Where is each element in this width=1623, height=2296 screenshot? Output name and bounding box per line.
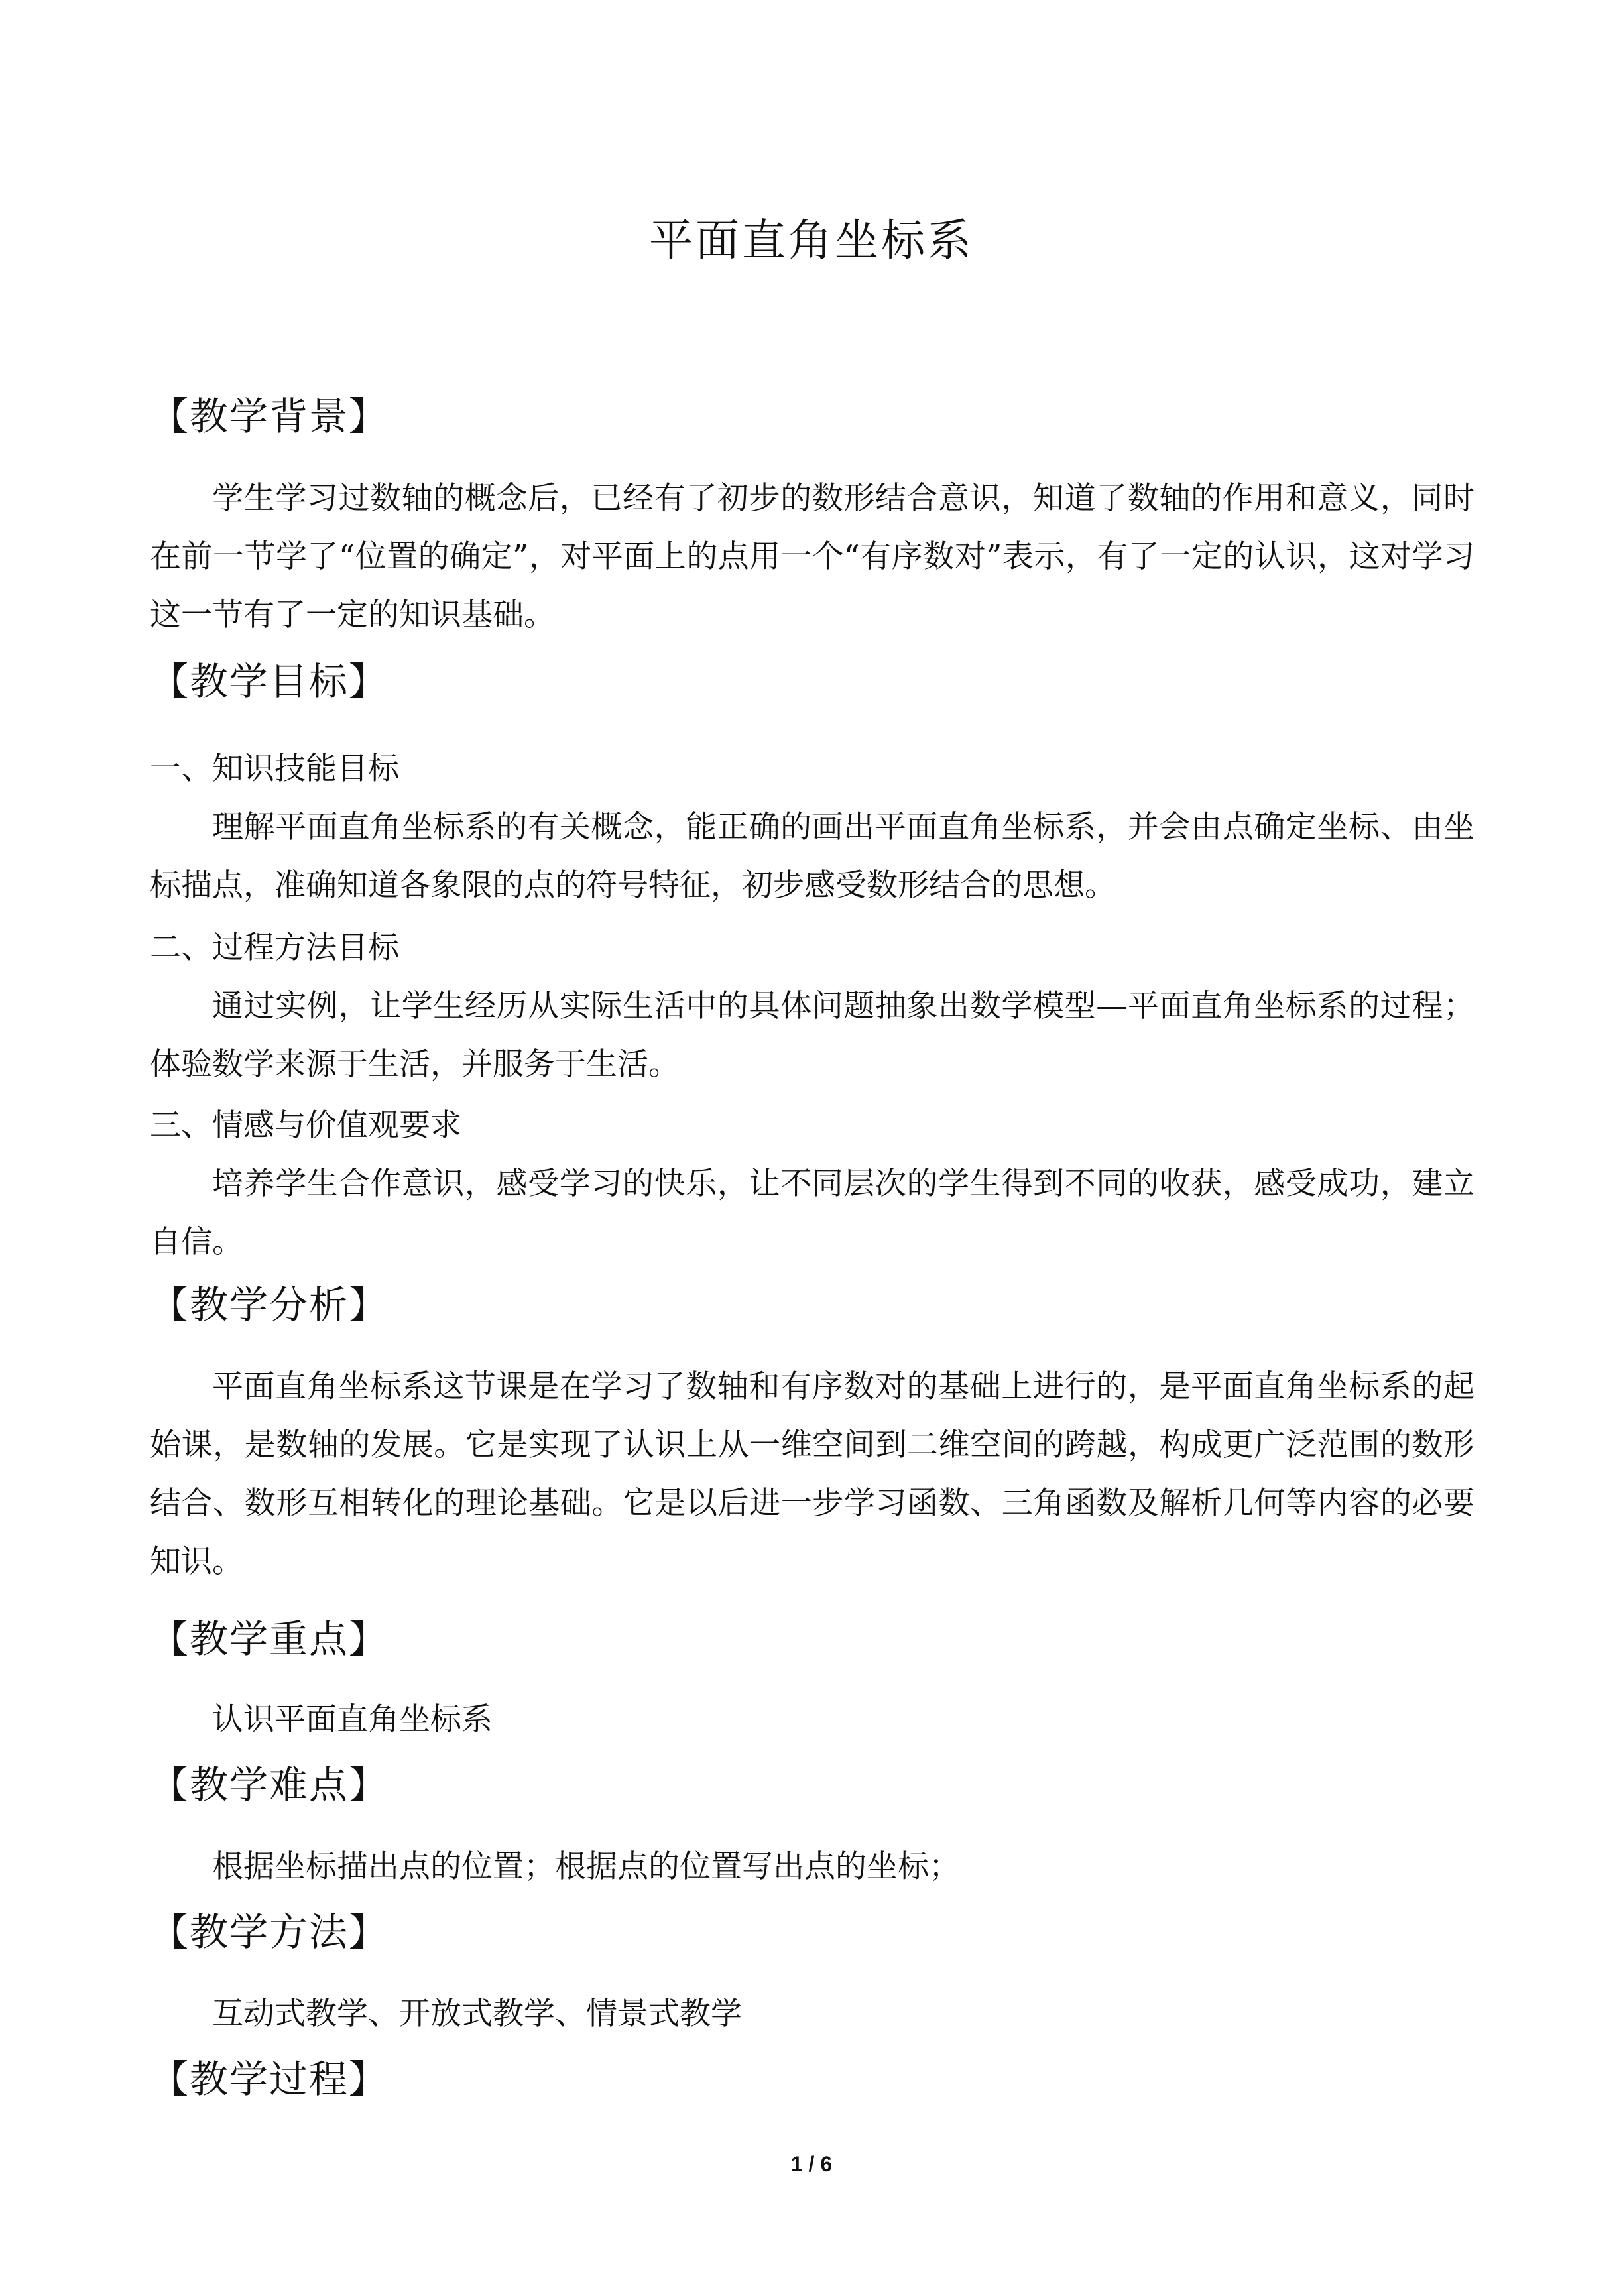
objective-1-text: 理解平面直角坐标系的有关概念，能正确的画出平面直角坐标系，并会由点确定坐标、由坐标描点，准确知道各象限的点的符号特征，初步感受数形结合的思想。 bbox=[150, 809, 1474, 904]
objective-2-label: 二、过程方法目标 bbox=[150, 930, 399, 966]
heading-objectives: 【教学目标】 bbox=[150, 659, 389, 704]
heading-difficulties: 【教学难点】 bbox=[150, 1762, 389, 1807]
objective-1-label: 一、知识技能目标 bbox=[150, 751, 399, 787]
objective-3-text: 培养学生合作意识，感受学习的快乐，让不同层次的学生得到不同的收获，感受成功，建立自信。 bbox=[150, 1166, 1474, 1260]
heading-background: 【教学背景】 bbox=[150, 394, 389, 439]
heading-methods: 【教学方法】 bbox=[150, 1909, 389, 1955]
paragraph-analysis: 平面直角坐标系这节课是在学习了数轴和有序数对的基础上进行的，是平面直角坐标系的起始课，是数轴的发展。它是实现了认识上从一维空间到二维空间的跨越，构成更广泛范围的数形结合、数形互相转化的理论基础。它是以后进一步学习函数、三角函数及解析几何等内容的必要知识。 bbox=[150, 1368, 1474, 1580]
objective-3-label: 三、情感与价值观要求 bbox=[150, 1107, 461, 1144]
paragraph-methods: 互动式教学、开放式教学、情景式教学 bbox=[212, 1996, 742, 2032]
page-number: 1 / 6 bbox=[790, 2152, 833, 2176]
heading-analysis: 【教学分析】 bbox=[150, 1282, 389, 1327]
heading-key-points: 【教学重点】 bbox=[150, 1616, 389, 1662]
objective-2-text: 通过实例，让学生经历从实际生活中的具体问题抽象出数学模型—平面直角坐标系的过程；体验数学来源于生活，并服务于生活。 bbox=[150, 988, 1474, 1083]
paragraph-background: 学生学习过数轴的概念后，已经有了初步的数形结合意识，知道了数轴的作用和意义，同时在前一节学了“位置的确定”，对平面上的点用一个“有序数对”表示，有了一定的认识，这对学习这一节有了一定的知识基础。 bbox=[150, 480, 1474, 633]
paragraph-key-points: 认识平面直角坐标系 bbox=[212, 1701, 493, 1738]
page-title: 平面直角坐标系 bbox=[649, 215, 974, 266]
paragraph-difficulties: 根据坐标描出点的位置；根据点的位置写出点的坐标； bbox=[212, 1848, 960, 1885]
heading-process: 【教学过程】 bbox=[150, 2057, 389, 2102]
